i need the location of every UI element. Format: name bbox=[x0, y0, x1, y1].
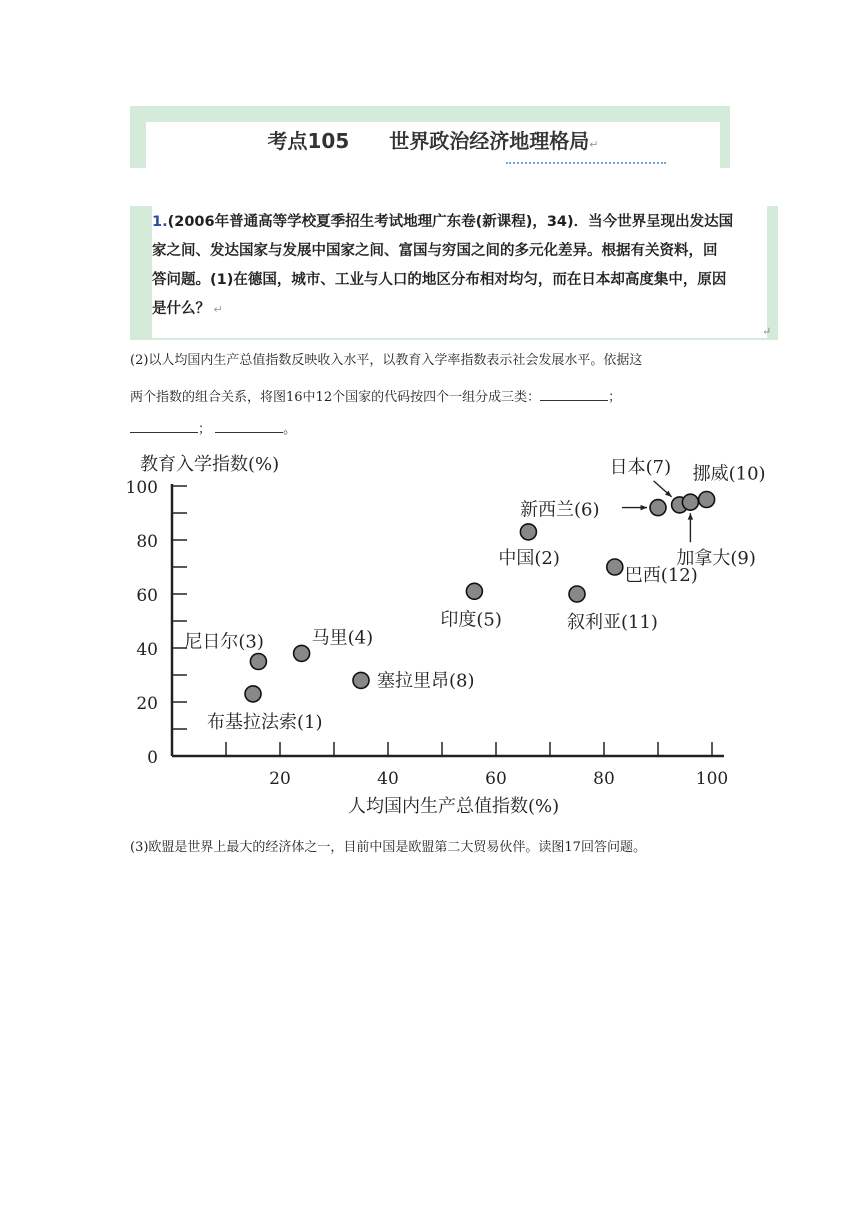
data-point-label: 布基拉法索(1) bbox=[207, 711, 323, 733]
chart-marks bbox=[184, 457, 765, 733]
data-point-label: 新西兰(6) bbox=[520, 499, 600, 521]
x-axis-title: 人均国内生产总值指数(%) bbox=[348, 796, 560, 817]
section-title: 考点105 世界政治经济地理格局 bbox=[267, 129, 590, 153]
data-point-label: 日本(7) bbox=[609, 456, 672, 478]
data-point bbox=[699, 492, 715, 508]
data-point-label: 尼日尔(3) bbox=[184, 631, 264, 653]
question-line-4-text: 是什么？ bbox=[152, 301, 210, 317]
arrow-new-zealand-head bbox=[641, 505, 647, 510]
period: 。 bbox=[283, 422, 297, 437]
data-point-label: 塞拉里昂(8) bbox=[377, 670, 475, 692]
y-axis-title: 教育入学指数(%) bbox=[140, 454, 280, 475]
part2-line-1: (2)以人均国内生产总值指数反映收入水平，以教育入学率指数表示社会发展水平。依据这 bbox=[130, 353, 643, 368]
y-tick-label: 0 bbox=[147, 748, 158, 768]
data-point bbox=[650, 500, 666, 516]
paragraph-mark-icon: ↵ bbox=[589, 138, 599, 151]
question-number: 1. bbox=[152, 214, 168, 230]
data-point bbox=[466, 583, 482, 599]
part2-line-2-text: 两个指数的组合关系，将图16中12个国家的代码按四个一组分成三类： bbox=[130, 390, 541, 405]
data-point-label: 马里(4) bbox=[311, 627, 374, 649]
part3-line-1: (3)欧盟是世界上最大的经济体之一，目前中国是欧盟第二大贸易伙伴。读图17回答问题。 bbox=[130, 840, 646, 855]
question-line-3: 答问题。(1)在德国，城市、工业与人口的地区分布相对均匀，而在日本却高度集中，原因 bbox=[152, 272, 727, 288]
data-point-label: 巴西(12) bbox=[624, 565, 698, 586]
data-point-label: 挪威(10) bbox=[692, 463, 766, 485]
data-point-label: 叙利亚(11) bbox=[567, 612, 658, 633]
y-tick-label: 60 bbox=[136, 586, 158, 606]
x-tick-label: 40 bbox=[377, 769, 399, 789]
data-point-label: 中国(2) bbox=[498, 547, 560, 569]
x-tick-label: 60 bbox=[485, 769, 507, 789]
y-tick-label: 40 bbox=[136, 640, 158, 660]
y-tick-label: 80 bbox=[136, 532, 158, 552]
data-point bbox=[245, 686, 261, 702]
data-point bbox=[294, 645, 310, 661]
data-point bbox=[607, 559, 623, 575]
data-point bbox=[520, 524, 536, 540]
x-tick-label: 20 bbox=[269, 769, 291, 789]
y-tick-label: 20 bbox=[136, 694, 158, 714]
data-point-label: 印度(5) bbox=[440, 609, 502, 631]
separator: ； bbox=[608, 390, 622, 405]
y-tick-label: 100 bbox=[125, 478, 158, 498]
question-line-1-text: (2006年普通高等学校夏季招生考试地理广东卷(新课程)，34)．当今世界呈现出发达国 bbox=[167, 214, 734, 230]
data-point-label: 加拿大(9) bbox=[676, 548, 756, 570]
data-point bbox=[353, 672, 369, 688]
paragraph-mark-icon: ↵ bbox=[762, 325, 772, 338]
x-tick-label: 100 bbox=[695, 769, 729, 789]
data-point bbox=[250, 654, 266, 670]
data-point bbox=[682, 494, 698, 510]
x-tick-label: 80 bbox=[593, 769, 615, 789]
question-line-2: 家之间、发达国家与发展中国家之间、富国与穷国之间的多元化差异。根据有关资料，回 bbox=[152, 243, 718, 259]
separator: ； bbox=[198, 422, 212, 437]
paragraph-mark-icon: ↵ bbox=[210, 303, 223, 316]
arrow-canada-head bbox=[688, 513, 693, 519]
data-point bbox=[569, 586, 585, 602]
